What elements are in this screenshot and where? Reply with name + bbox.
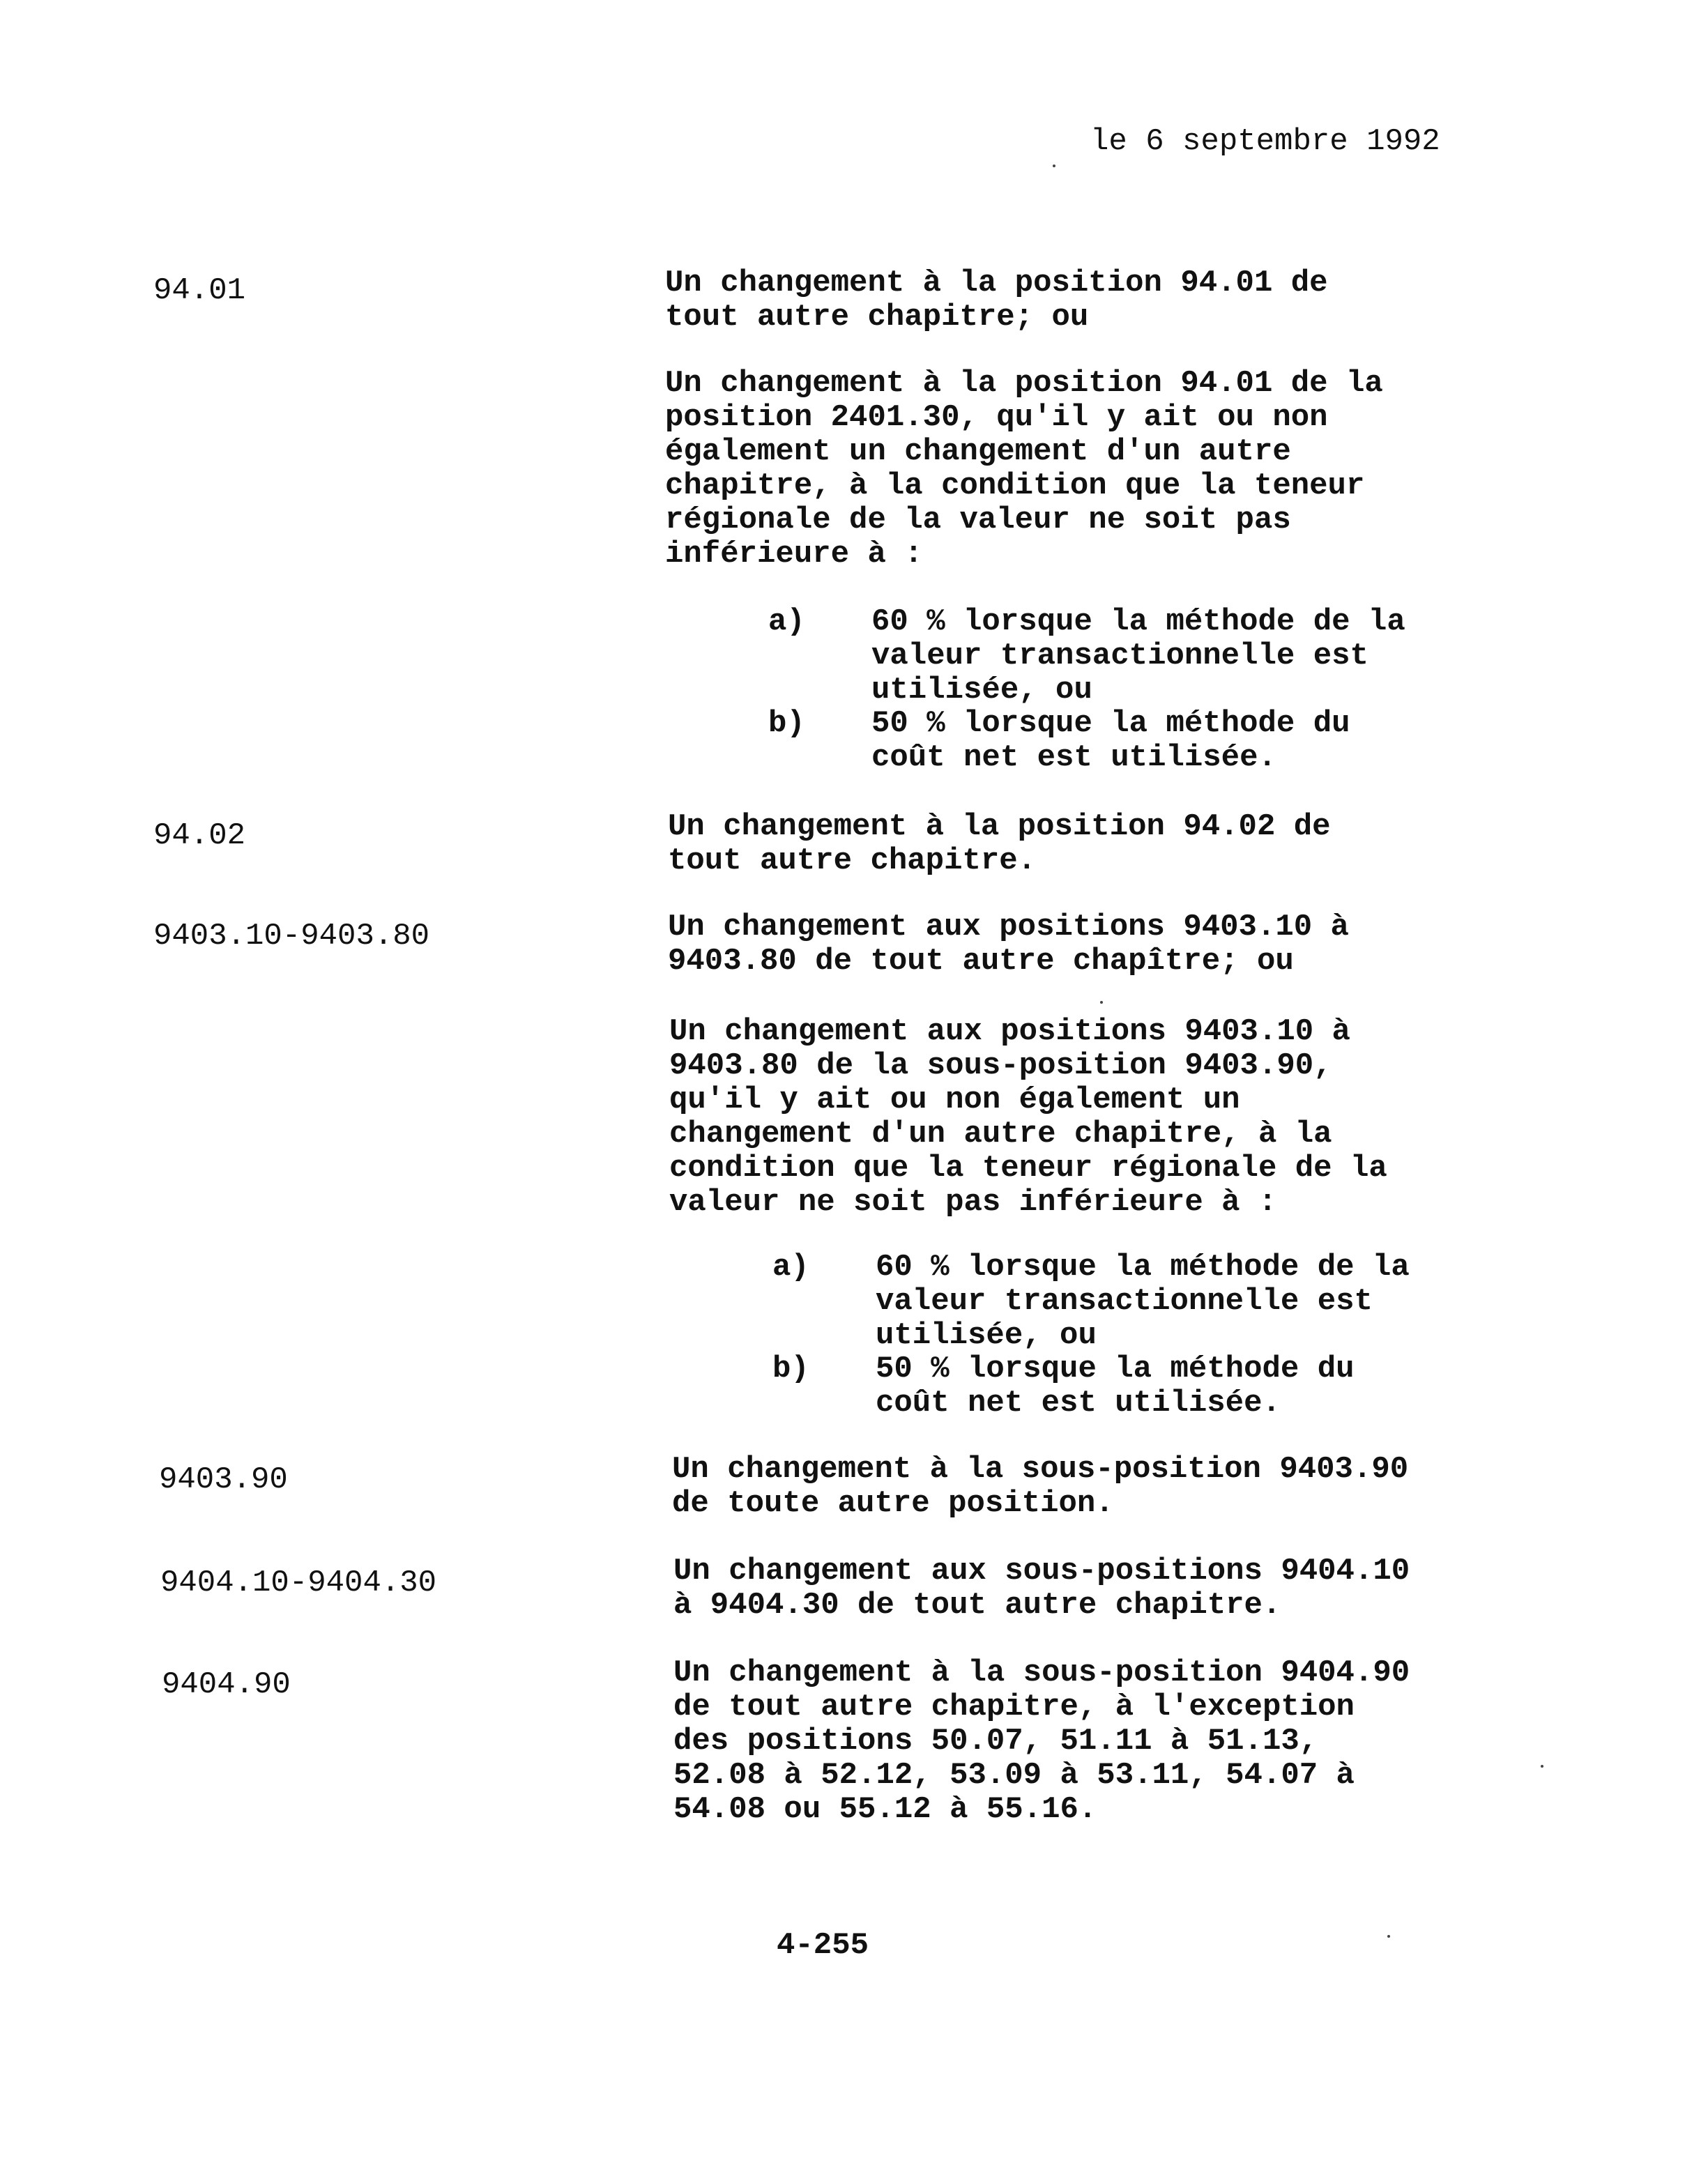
scan-speck (1100, 1001, 1103, 1004)
tariff-code: 9403.10-9403.80 (153, 919, 430, 954)
list-item-text: 60 % lorsque la méthode de la valeur transactionnelle est utilisée, ou (871, 604, 1405, 707)
tariff-code: 94.02 (153, 818, 246, 853)
rule-paragraph: Un changement à la position 94.02 de tout autre chapitre. (668, 809, 1331, 878)
list-marker: a) (768, 604, 805, 639)
scan-speck (1053, 164, 1055, 167)
tariff-code: 9403.90 (159, 1462, 288, 1497)
list-marker: a) (772, 1250, 809, 1285)
list-item-text: 50 % lorsque la méthode du coût net est utilisée. (876, 1352, 1355, 1421)
rule-paragraph: Un changement à la position 94.01 de tout autre chapitre; ou (665, 266, 1328, 335)
rule-paragraph: Un changement à la sous-position 9403.90 de toute autre position. (672, 1452, 1409, 1521)
rule-paragraph: Un changement aux positions 9403.10 à 9403.80 de tout autre chapître; ou (668, 910, 1349, 979)
page-number: 4-255 (777, 1928, 869, 1963)
tariff-code: 9404.90 (162, 1667, 291, 1702)
list-marker: b) (772, 1352, 809, 1386)
scan-speck (1541, 1765, 1543, 1768)
rule-paragraph: Un changement aux sous-positions 9404.10 à 9404.30 de tout autre chapitre. (673, 1554, 1410, 1623)
rule-paragraph: Un changement à la position 94.01 de la position 2401.30, qu'il y ait ou non également un changement d'un autre chapitre, à la condition que la teneur régionale de la valeur ne soit pas inférieure à : (665, 366, 1383, 572)
scan-speck (1387, 1935, 1390, 1938)
tariff-code: 94.01 (153, 273, 246, 308)
list-marker: b) (768, 706, 805, 741)
rule-paragraph: Un changement à la sous-position 9404.90 de tout autre chapitre, à l'exception des positions 50.07, 51.11 à 51.13, 52.08 à 52.12, 53.09 à 53.11, 54.07 à 54.08 ou 55.12 à 55.16. (673, 1655, 1410, 1827)
rule-paragraph: Un changement aux positions 9403.10 à 9403.80 de la sous-position 9403.90, qu'il y ait ou non également un changement d'un autre chapitre, à la condition que la teneur régionale de la valeur ne soit pas inférieure à : (669, 1014, 1387, 1220)
tariff-code: 9404.10-9404.30 (160, 1566, 437, 1600)
list-item-text: 50 % lorsque la méthode du coût net est utilisée. (871, 706, 1350, 775)
list-item-text: 60 % lorsque la méthode de la valeur transactionnelle est utilisée, ou (876, 1250, 1410, 1353)
document-date: le 6 septembre 1992 (1090, 124, 1440, 159)
